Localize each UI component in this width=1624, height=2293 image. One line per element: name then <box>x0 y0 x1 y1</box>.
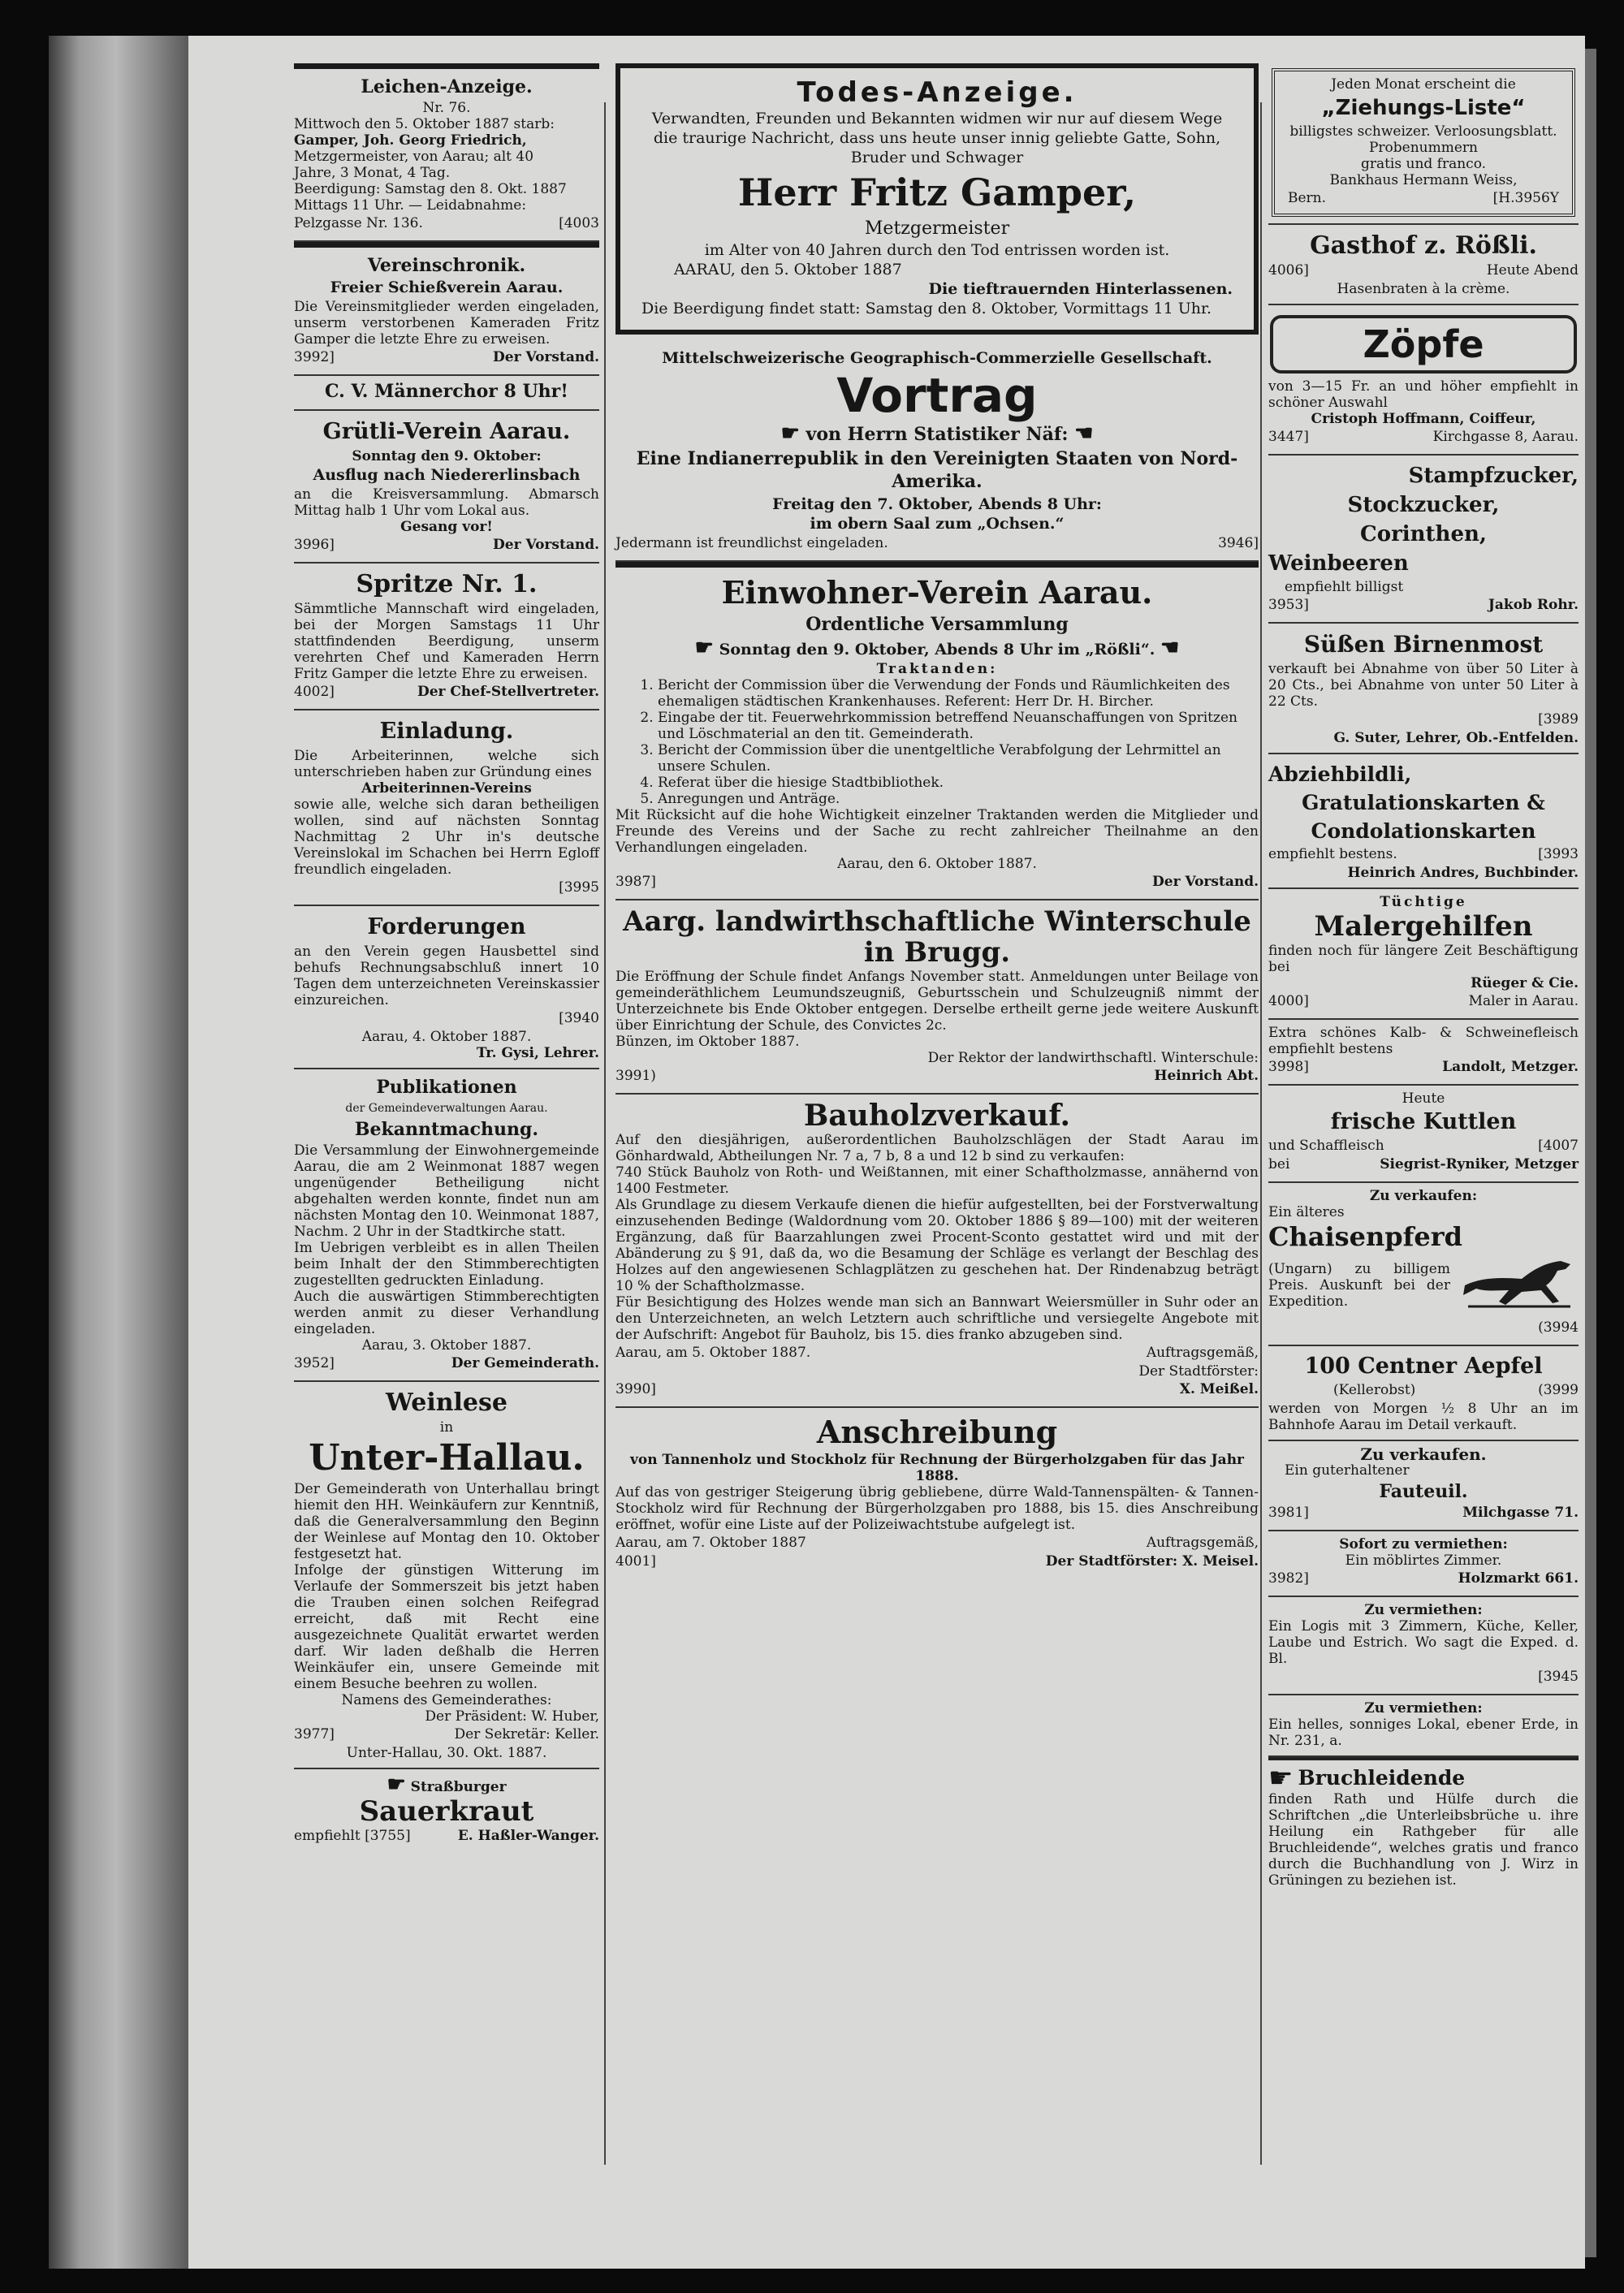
gruetli-ausflug: Ausflug nach Niedererlinsbach <box>313 466 581 484</box>
publikationen-sub: der Gemeindeverwaltungen Aarau. <box>345 1102 548 1115</box>
ad-code: 3977] <box>294 1726 335 1742</box>
list-item: 3. Bericht der Commission über die unentgeltliche Verabfolgung der Lehrmittel an unsere Schulen. <box>658 742 1259 775</box>
todes-text: im Alter von 40 Jahren durch den Tod entrissen worden ist. <box>704 241 1170 259</box>
weinlese-title: Weinlese <box>386 1388 508 1417</box>
ad-signature: Heinrich Abt. <box>1154 1068 1259 1084</box>
vereinschronik-title: Vereinschronik. <box>367 255 526 276</box>
chaise-body <box>1268 1253 1579 1318</box>
maler-text: finden noch für längere Zeit Beschäftigung bei <box>1268 943 1579 975</box>
gruetli-title: Grütli-Verein Aarau. <box>322 419 571 444</box>
publikationen <box>294 1069 599 1382</box>
chaisenpferd <box>1268 1183 1579 1346</box>
ad-signature: X. Meißel. <box>1179 1381 1259 1397</box>
todes-signature: Die tieftrauernden Hinterlassenen. <box>928 280 1233 298</box>
fauteuil-head: Zu verkaufen. <box>1360 1444 1487 1464</box>
ad-signature: Jakob Rohr. <box>1488 597 1579 613</box>
weinlese-text2: Infolge der günstigen Witterung im Verlaufe der Sommerszeit bis jetzt haben die Trauben einen solchen Reifegrad erreicht, daß mit Recht eine ausgezeichnete Qualität erwartet werden darf. Wir laden deßhalb die Herren Weinkäufer ein, unsere Gemeinde mit einem Besuche beehren zu wollen. <box>294 1562 599 1692</box>
vortrag-by-row <box>615 423 1259 446</box>
pointing-hand-right-icon: ☛ <box>694 636 714 660</box>
anschreibung-sub: von Tannenholz und Stockholz für Rechnung der Bürgerholzgaben für das Jahr 1888. <box>629 1452 1245 1484</box>
einladung-verein: Arbeiterinnen-Vereins <box>361 780 532 797</box>
sauerkraut <box>294 1769 599 1853</box>
ad-code: 3953] <box>1268 597 1309 613</box>
maler-name: Rüeger & Cie. <box>1471 975 1579 991</box>
sauerkraut-top-label: Straßburger <box>410 1779 507 1795</box>
vortrag-topic: Eine Indianerrepublik in den Vereinigten Staaten von Nord-Amerika. <box>636 448 1238 492</box>
column-rule <box>1260 102 1262 2165</box>
abzieh-l2: Gratulationskarten & <box>1302 791 1545 814</box>
list-item: 2. Eingabe der tit. Feuerwehrkommission betreffend Neuanschaffungen von Spritzen und Löschmaterial an den tit. Gemeinderath. <box>658 710 1259 742</box>
weinlese-place: Unter-Hallau. <box>309 1437 585 1479</box>
ad-code: 4002] <box>294 684 335 700</box>
leichen-line: Mittags 11 Uhr. — Leidabnahme: <box>294 197 527 214</box>
page-edge <box>1585 49 1596 2257</box>
malergehilfen <box>1268 889 1579 1020</box>
leichen-line: Beerdigung: Samstag den 8. Okt. 1887 <box>294 181 567 197</box>
ad-code: [3993 <box>1538 846 1579 862</box>
stampfzucker <box>1268 456 1579 624</box>
forderungen-title: Forderungen <box>367 914 526 939</box>
cv-maennerchor <box>294 376 599 411</box>
ziehung-l1: Jeden Monat erscheint die <box>1331 76 1516 93</box>
lokal-text: Ein helles, sonniges Lokal, ebener Erde, in Nr. 231, a. <box>1268 1717 1579 1749</box>
ad-code: [4007 <box>1538 1138 1579 1154</box>
anschreibung-title: Anschreibung <box>816 1414 1058 1450</box>
kuttlen-top: Heute <box>1402 1090 1445 1107</box>
weinlese-text: Der Gemeinderath von Unterhallau bringt hiemit den HH. Weinkäufern zur Kenntniß, daß die Generalversammlung den Beginn der Weinlese auf Montag den 10. Oktober festgesetzt hat. <box>294 1481 599 1562</box>
lokal <box>1268 1695 1579 1757</box>
column-rule <box>604 102 606 2165</box>
gruetli-date: Sonntag den 9. Oktober: <box>352 448 542 464</box>
todes-title: Todes-Anzeige. <box>797 76 1078 109</box>
ad-code: [3995 <box>559 879 599 896</box>
book-spine <box>49 36 188 2269</box>
einladung-title: Einladung. <box>379 719 514 744</box>
maler-title: Malergehilfen <box>1314 910 1533 943</box>
zoepfe <box>1268 305 1579 456</box>
ad-code: [H.3956Y <box>1492 190 1559 206</box>
einwohner-verein <box>615 562 1259 900</box>
todes-beerdigung: Die Beerdigung findet statt: Samstag den 8. Oktober, Vormittags 11 Uhr. <box>641 300 1212 317</box>
ad-code: 4001] <box>615 1553 656 1570</box>
einwohner-place: Aarau, den 6. Oktober 1887. <box>837 856 1037 872</box>
vortrag-where: im obern Saal zum „Ochsen.“ <box>810 515 1065 533</box>
ad-code: 3987] <box>615 874 656 890</box>
forderungen-place: Aarau, 4. Oktober 1887. <box>361 1029 532 1045</box>
todes-beruf: Metzgermeister <box>864 218 1010 239</box>
bauholzverkauf <box>615 1095 1259 1408</box>
kuttlen-title: frische Kuttlen <box>1330 1109 1517 1134</box>
bauholz-menge: 740 Stück Bauholz von Roth- und Weißtannen, mit einer Schaftholzmasse, annähernd von 1400 Festmeter. <box>615 1164 1259 1197</box>
einladung-text: Die Arbeiterinnen, welche sich unterschrieben haben zur Gründung eines <box>294 748 599 780</box>
winterschule-rektor: Der Rektor der landwirthschaftl. Winterschule: <box>927 1050 1259 1066</box>
leichen-title: Leichen-Anzeige. <box>361 76 533 97</box>
leichen-line: Mittwoch den 5. Oktober 1887 starb: <box>294 116 555 132</box>
winterschule <box>615 900 1259 1095</box>
zoepfe-box <box>1270 315 1577 374</box>
ziehungs-liste <box>1268 63 1579 225</box>
pointing-hand-left-icon: ☚ <box>1160 636 1180 660</box>
maler-top: Tüchtige <box>1380 894 1467 910</box>
pointing-hand-icon: ☛ <box>1268 1762 1294 1794</box>
leichen-anzeige <box>294 63 599 242</box>
todes-place: AARAU, den 5. Oktober 1887 <box>674 261 902 279</box>
forderungen <box>294 906 599 1069</box>
spritze-title: Spritze Nr. 1. <box>356 570 538 598</box>
list-item: 1. Bericht der Commission über die Verwendung der Fonds und Räumlichkeiten des ehemaligen städtischen Krankenhauses. Referent: Herr Dr. H. Bircher. <box>658 677 1259 710</box>
ad-code: 3982] <box>1268 1570 1309 1587</box>
bruch-text: finden Rath und Hülfe durch die Schriftchen „die Unterleibsbrüche u. ihre Heilung ein Rathgeber für alle Bruchleidende“, welches gratis und franco durch die Buchhandlung von J. Wirz in Grüningen zu beziehen ist. <box>1268 1791 1579 1889</box>
vortrag-gesellschaft: Mittelschweizerische Geographisch-Commerzielle Gesellschaft. <box>662 349 1212 367</box>
bekanntmachung-title: Bekanntmachung. <box>354 1119 539 1140</box>
chaise-text2: (Ungarn) zu billigem Preis. Auskunft bei der Expedition. <box>1268 1261 1450 1310</box>
gruetli-verein <box>294 411 599 564</box>
bauholz-auftrag: Auftragsgemäß, <box>1146 1345 1259 1361</box>
zimmer-head: Sofort zu vermiethen: <box>1339 1536 1508 1552</box>
anschreibung-text: Auf das von gestriger Steigerung übrig gebliebene, dürre Wald-Tannenspälten- & Tannen-Stockholz wird für Rechnung der Bürgerholzgaben pro 1888, bis 15. dies Anschreibung eröffnet, wofür eine Liste auf der Polizeiwachtstube aufgelegt ist. <box>615 1484 1259 1533</box>
abzieh-text: empfiehlt bestens. <box>1268 846 1397 862</box>
todes-intro: Verwandten, Freunden und Bekannten widmen wir nur auf diesem Wege die traurige Nachricht, dass uns heute unser innig geliebte Gatte, Sohn, Bruder und Schwager <box>651 110 1223 166</box>
ad-code: 3991) <box>615 1068 656 1084</box>
sauerkraut-top <box>294 1774 599 1795</box>
publikationen-title: Publikationen <box>376 1077 517 1098</box>
ad-code: [3989 <box>1538 711 1579 728</box>
ad-signature: G. Suter, Lehrer, Ob.-Entfelden. <box>1333 730 1579 746</box>
bauholz-text: Für Besichtigung des Holzes wende man sich an Bannwart Weiersmüller in Suhr oder an den Unterzeichneten, an welch Letztern auch schriftliche und versiegelte Angebote mit der Aufschrift: Angebot für Bauholz, bis 15. dies franko abzugeben sind. <box>615 1294 1259 1343</box>
winterschule-date: Bünzen, im Oktober 1887. <box>615 1034 800 1050</box>
ad-signature: Der Gemeinderath. <box>451 1355 599 1371</box>
winterschule-title: Aarg. landwirthschaftliche Winterschule <box>623 905 1251 938</box>
ziehung-l4: gratis und franco. <box>1360 156 1487 172</box>
abzieh-l3: Condolationskarten <box>1311 819 1536 843</box>
ad-code: [3940 <box>559 1010 599 1026</box>
weinlese-date: Unter-Hallau, 30. Okt. 1887. <box>346 1745 547 1761</box>
list-item: 5. Anregungen und Anträge. <box>658 791 1259 807</box>
bekanntmachung-text: Auch die auswärtigen Stimmberechtigten werden anmit zu dieser Verhandlung eingeladen. <box>294 1289 599 1337</box>
kalbfleisch <box>1268 1020 1579 1086</box>
kuttlen-bei: bei <box>1268 1156 1290 1172</box>
einwohner-when-row <box>615 637 1259 659</box>
birnenmost-title: Süßen Birnenmost <box>1303 631 1544 658</box>
ad-signature: Siegrist-Ryniker, Metzger <box>1380 1156 1579 1172</box>
ad-code: (3999 <box>1538 1382 1579 1398</box>
abzieh-l1: Abziehbildli, <box>1268 762 1412 786</box>
bruchleidende <box>1268 1757 1579 1895</box>
forderungen-text: an den Verein gegen Hausbettel sind behufs Rechnungsabschluß innert 10 Tagen dem unterzeichneten Vereinskassier einzureichen. <box>294 944 599 1008</box>
zoepfe-text: von 3—15 Fr. an und höher empfiehlt in schöner Auswahl <box>1268 378 1579 411</box>
ziehung-l2: billigstes schweizer. Verloosungsblatt. <box>1289 123 1557 140</box>
logis-text: Ein Logis mit 3 Zimmern, Küche, Keller, Laube und Estrich. Wo sagt die Exped. d. Bl. <box>1268 1618 1579 1667</box>
list-item: 4. Referat über die hiesige Stadtbibliothek. <box>658 775 1259 791</box>
ad-code: [3945 <box>1538 1669 1579 1685</box>
pointing-hand-icon: ☛ <box>387 1773 406 1797</box>
todes-name: Herr Fritz Gamper, <box>737 171 1137 214</box>
zoepfe-title: Zöpfe <box>1363 322 1484 366</box>
aepfel-sub: (Kellerobst) <box>1333 1382 1416 1398</box>
ziehung-l6: Bern. <box>1288 190 1327 206</box>
bekanntmachung-text: Im Uebrigen verbleibt es in allen Theilen beim Inhalt der den Stimmberechtigten zugestellten gedruckten Einladung. <box>294 1240 599 1289</box>
ad-code: 3952] <box>294 1355 335 1371</box>
gruetli-text: an die Kreisversammlung. Abmarsch Mittag halb 1 Uhr vom Lokal aus. <box>294 486 599 519</box>
ad-signature: Tr. Gysi, Lehrer. <box>476 1045 599 1061</box>
ad-signature: Der Stadtförster: X. Meisel. <box>1045 1553 1259 1570</box>
kalb-text: Extra schönes Kalb- & Schweinefleisch empfiehlt bestens <box>1268 1025 1579 1057</box>
zimmer <box>1268 1531 1579 1597</box>
spritze-text: Sämmtliche Mannschaft wird eingeladen, bei der Morgen Samstags 11 Uhr stattfindenden Beerdigung, unserm verehrten Chef und Kameraden Herrn Fritz Gamper die letzte Ehre zu erweisen. <box>294 601 599 682</box>
stampf-l4: Weinbeeren <box>1268 551 1409 576</box>
abziehbildli <box>1268 754 1579 889</box>
kuttlen <box>1268 1086 1579 1183</box>
ad-code: (3994 <box>1538 1319 1579 1336</box>
sauerkraut-title: Sauerkraut <box>359 1795 534 1828</box>
sauerkraut-text: empfiehlt [3755] <box>294 1828 411 1844</box>
weinlese-in: in <box>439 1419 454 1436</box>
anschreibung-place: Aarau, am 7. Oktober 1887 <box>615 1535 806 1551</box>
ad-code: [4003 <box>559 215 599 231</box>
ad-code: 3447] <box>1268 429 1309 445</box>
leichen-nr: Nr. 76. <box>422 100 471 116</box>
logis-head: Zu vermiethen: <box>1364 1602 1483 1618</box>
stampf-l3: Corinthen, <box>1360 522 1487 546</box>
vortrag-invite: Jedermann ist freundlichst eingeladen. <box>615 535 888 551</box>
ad-code: 4006] <box>1268 262 1309 279</box>
ad-signature: Milchgasse 71. <box>1462 1505 1579 1521</box>
bauholz-text: Auf den diesjährigen, außerordentlichen Bauholzschlägen der Stadt Aarau im Gönhardwald, Abtheilungen Nr. 7 a, 7 b, 8 a und 12 b sind zu verkaufen: <box>615 1132 1259 1164</box>
einwohner-title: Einwohner-Verein Aarau. <box>721 574 1153 611</box>
leichen-line: Gamper, Joh. Georg Friedrich, <box>294 132 527 149</box>
ziehung-l5: Bankhaus Hermann Weiss, <box>1329 172 1518 188</box>
column-center <box>615 63 1259 1578</box>
ziehungs-box <box>1272 68 1575 217</box>
bruch-title: Bruchleidende <box>1298 1766 1466 1790</box>
leichen-line: Metzgermeister, von Aarau; alt 40 <box>294 149 534 165</box>
ziehung-l3: Probenummern <box>1368 140 1479 156</box>
einwohner-traktanden: Traktanden: <box>876 661 998 677</box>
roessli-l1: Heute Abend <box>1486 262 1579 279</box>
vereinschronik <box>294 242 599 376</box>
traktanden-list <box>615 677 1259 807</box>
birnenmost-text: verkauft bei Abnahme von über 50 Liter à 20 Cts., bei Abnahme von unter 50 Liter à 22 Cts. <box>1268 661 1579 710</box>
bauholz-text: Als Grundlage zu diesem Verkaufe dienen die hiefür aufgestellten, bei der Forstverwaltung einzusehenden Bedinge (Waldordnung vom 20. Oktober 1886 § 89—100) mit der weiteren Ergänzung, daß für Baarzahlungen zwei Procent-Sconto gestattet wird und mit der Abänderung zu § 91, daß da, wo die Besamung der Schläge es verlangt der Beschlag des Holzes auf den angewiesenen Schlagplätzen zu geschehen hat. Der Rindenabzug beträgt 10 % der Schaftholzmasse. <box>615 1197 1259 1294</box>
aepfel-text: werden von Morgen ½ 8 Uhr an im Bahnhofe Aarau im Detail verkauft. <box>1268 1401 1579 1433</box>
vereinschronik-text: Die Vereinsmitglieder werden eingeladen, unserm verstorbenen Kameraden Fritz Gamper die letzte Ehre zu erweisen. <box>294 299 599 348</box>
horse-icon <box>1457 1253 1579 1318</box>
bauholz-foerster: Der Stadtförster: <box>1138 1363 1259 1380</box>
ad-code: 3990] <box>615 1381 656 1397</box>
kuttlen-text: und Schaffleisch <box>1268 1138 1384 1154</box>
zimmer-text: Ein möblirtes Zimmer. <box>1345 1552 1502 1569</box>
ad-code: 3946] <box>1218 535 1259 551</box>
gruetli-gesang: Gesang vor! <box>400 519 493 535</box>
fauteuil <box>1268 1441 1579 1531</box>
vortrag-by: von Herrn Statistiker Näf: <box>806 424 1069 445</box>
aepfel <box>1268 1346 1579 1441</box>
chaise-text: Ein älteres <box>1268 1204 1345 1220</box>
ad-code: 3981] <box>1268 1505 1309 1521</box>
bekanntmachung-place: Aarau, 3. Oktober 1887. <box>361 1337 532 1354</box>
stampf-l1: Stampfzucker, <box>1408 464 1579 488</box>
column-right <box>1268 63 1579 1895</box>
weinlese <box>294 1382 599 1769</box>
zoepfe-name: Cristoph Hoffmann, Coiffeur, <box>1311 411 1536 427</box>
vereinschronik-subtitle: Freier Schießverein Aarau. <box>330 279 564 296</box>
ad-signature: Landolt, Metzger. <box>1442 1059 1579 1075</box>
cv-text: C. V. Männerchor 8 Uhr! <box>325 381 568 402</box>
zoepfe-addr: Kirchgasse 8, Aarau. <box>1432 429 1579 445</box>
gasthof-roessli <box>1268 225 1579 305</box>
ad-signature: E. Haßler-Wanger. <box>457 1828 599 1844</box>
ad-code: 3996] <box>294 537 335 553</box>
pointing-hand-left-icon: ☚ <box>1074 421 1094 446</box>
winterschule-text: Die Eröffnung der Schule findet Anfangs November statt. Anmeldungen unter Beilage von gemeinderäthlichem Leumundszeugniß, Geburtsschein und Schulzeugniß nimmt der Unterzeichnete bis Ende Oktober entgegen. Derselbe ertheilt gerne jede weitere Auskunft über Einrichtung der Schule, des Convictes 2c. <box>615 969 1259 1034</box>
ad-signature: Heinrich Andres, Buchbinder. <box>1347 865 1579 881</box>
fauteuil-text: Ein guterhaltener <box>1285 1462 1410 1479</box>
leichen-line: Jahre, 3 Monat, 4 Tag. <box>294 165 451 181</box>
einwohner-note: Mit Rücksicht auf die hohe Wichtigkeit einzelner Traktanden werden die Mitglieder und Freunde des Vereins und der Sache zu recht zahlreicher Theilnahme an den Verhandlungen eingeladen. <box>615 807 1259 856</box>
bekanntmachung-text: Die Versammlung der Einwohnergemeinde Aarau, die am 2 Weinmonat 1887 wegen ungenügender Betheiligung nicht abgehalten werden konnte, findet nun am nächsten Montag den 10. Weinmonat 1887, Nachm. 2 Uhr in der Stadtkirche statt. <box>294 1142 599 1240</box>
aepfel-title: 100 Centner Aepfel <box>1304 1354 1543 1379</box>
winterschule-place: in Brugg. <box>863 936 1011 969</box>
bauholz-place: Aarau, am 5. Oktober 1887. <box>615 1345 811 1361</box>
weinlese-namens: Namens des Gemeinderathes: <box>341 1692 552 1708</box>
weinlese-sekretaer: Der Sekretär: Keller. <box>454 1726 599 1742</box>
ad-code: 3998] <box>1268 1059 1309 1075</box>
stampf-l2: Stockzucker, <box>1347 493 1500 517</box>
vortrag-title: Vortrag <box>836 368 1038 423</box>
pointing-hand-right-icon: ☛ <box>780 421 800 446</box>
ad-signature: Der Vorstand. <box>493 349 599 365</box>
fauteuil-title: Fauteuil. <box>1379 1481 1468 1502</box>
lokal-head: Zu vermiethen: <box>1364 1700 1483 1717</box>
birnenmost <box>1268 624 1579 754</box>
einwohner-when: Sonntag den 9. Oktober, Abends 8 Uhr im „Rößli“. <box>719 641 1155 659</box>
ad-signature: Der Chef-Stellvertreter. <box>417 684 599 700</box>
roessli-title: Gasthof z. Rößli. <box>1310 231 1537 260</box>
anschreibung <box>615 1408 1259 1578</box>
einladung-text2: sowie alle, welche sich daran betheiligen wollen, sind auf nächsten Sonntag Nachmittag 2 Uhr in's deutsche Vereinslokal im Schachen bei Herrn Egloff freundlich eingeladen. <box>294 797 599 878</box>
ad-signature: Der Vorstand. <box>1152 874 1259 890</box>
ad-signature: Der Vorstand. <box>493 537 599 553</box>
spritze-nr-1 <box>294 564 599 710</box>
vortrag-when: Freitag den 7. Oktober, Abends 8 Uhr: <box>772 495 1102 513</box>
stampf-text: empfiehlt billigst <box>1285 579 1404 595</box>
roessli-l2: Hasenbraten à la crème. <box>1337 281 1510 297</box>
ad-code: 4000] <box>1268 993 1309 1009</box>
weinlese-praesident: Der Präsident: W. Huber, <box>425 1708 599 1725</box>
logis <box>1268 1597 1579 1695</box>
einwohner-sub: Ordentliche Versammlung <box>806 614 1069 635</box>
bauholz-title: Bauholzverkauf. <box>803 1099 1071 1133</box>
vortrag <box>615 343 1259 562</box>
leichen-last: Pelzgasse Nr. 136. <box>294 215 423 231</box>
ziehung-title: „Ziehungs-Liste“ <box>1321 96 1526 120</box>
ad-code: 3992] <box>294 349 335 365</box>
todes-anzeige <box>615 63 1259 335</box>
chaise-head: Zu verkaufen: <box>1369 1188 1478 1204</box>
einladung <box>294 710 599 906</box>
anschreibung-auftrag: Auftragsgemäß, <box>1146 1535 1259 1551</box>
chaise-title: Chaisenpferd <box>1268 1221 1462 1252</box>
column-left <box>294 63 599 1853</box>
ad-signature: Holzmarkt 661. <box>1458 1570 1579 1587</box>
maler-place: Maler in Aarau. <box>1468 993 1579 1009</box>
